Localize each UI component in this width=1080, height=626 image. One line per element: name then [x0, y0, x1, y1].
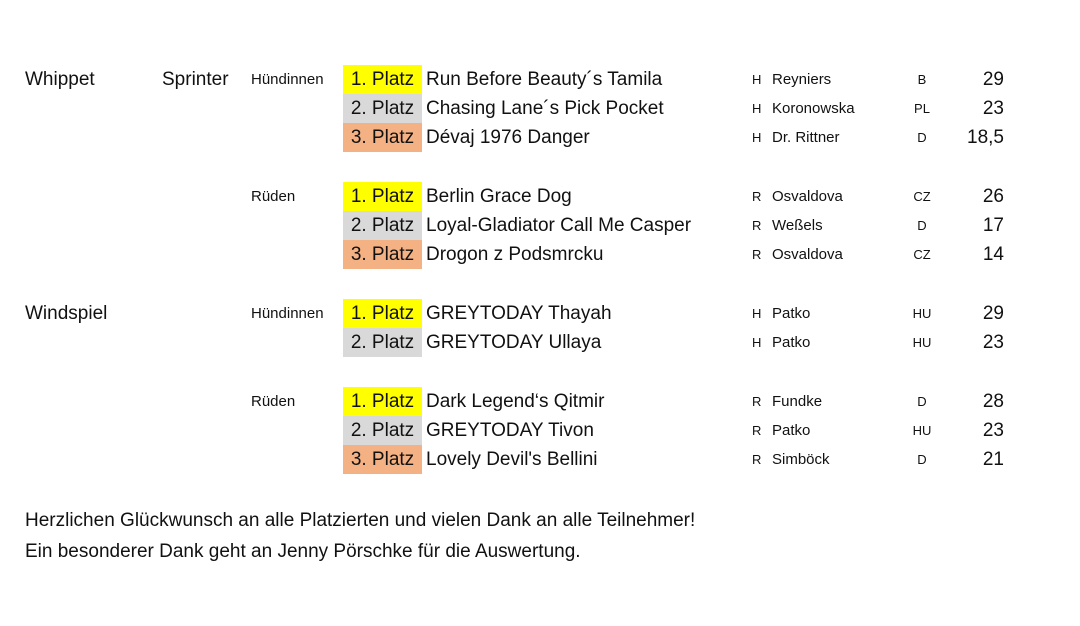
placement-badge: 2. Platz: [343, 328, 422, 357]
country-code: B: [917, 72, 927, 87]
sex-code: R: [752, 394, 762, 409]
owner-name: Simböck: [772, 451, 830, 468]
score-value: 29: [982, 303, 1004, 324]
dog-name: Dark Legend‘s Qitmir: [426, 391, 605, 412]
breed-label: Windspiel: [25, 303, 108, 324]
result-row: [0, 211, 1080, 240]
placement-badge: 1. Platz: [343, 182, 422, 211]
dog-name: Lovely Devil's Bellini: [426, 449, 598, 470]
score-value: 29: [982, 69, 1004, 90]
owner-name: Osvaldova: [772, 188, 843, 205]
country-code: D: [917, 394, 927, 409]
sex-code: R: [752, 189, 762, 204]
dog-name: Berlin Grace Dog: [426, 186, 572, 207]
sex-code: H: [752, 72, 762, 87]
owner-name: Patko: [772, 334, 811, 351]
score-value: 17: [982, 215, 1004, 236]
score-value: 28: [982, 391, 1004, 412]
country-code: PL: [914, 101, 930, 116]
breed-label: Whippet: [25, 69, 95, 90]
score-value: 23: [982, 420, 1004, 441]
congratulations-text: Herzlichen Glückwunsch an alle Platzierten und vielen Dank an alle Teilnehmer!: [25, 510, 696, 531]
country-code: CZ: [913, 247, 931, 262]
country-code: HU: [912, 335, 932, 350]
result-row: [0, 445, 1080, 474]
owner-name: Koronowska: [772, 100, 855, 117]
result-row: [0, 94, 1080, 123]
country-code: D: [917, 130, 927, 145]
score-value: 26: [982, 186, 1004, 207]
footer-note: [25, 505, 695, 567]
sex-code: H: [752, 130, 762, 145]
sex-label: Rüden: [251, 393, 296, 410]
sex-code: R: [752, 247, 762, 262]
placement-badge: 1. Platz: [343, 387, 422, 416]
placement-badge: 3. Platz: [343, 445, 422, 474]
placement-badge: 3. Platz: [343, 123, 422, 152]
result-row: [0, 182, 1080, 211]
dog-name: GREYTODAY Tivon: [426, 420, 594, 441]
owner-name: Patko: [772, 422, 811, 439]
country-code: HU: [912, 306, 932, 321]
result-row: [0, 299, 1080, 328]
thanks-text: Ein besonderer Dank geht an Jenny Pörschke für die Auswertung.: [25, 541, 581, 562]
placement-badge: 2. Platz: [343, 94, 422, 123]
sex-label: Hündinnen: [251, 71, 324, 88]
placement-badge: 2. Platz: [343, 416, 422, 445]
sex-label: Rüden: [251, 188, 296, 205]
placement-badge: 1. Platz: [343, 299, 422, 328]
score-value: 23: [982, 98, 1004, 119]
owner-name: Reyniers: [772, 71, 832, 88]
result-row: [0, 328, 1080, 357]
dog-name: GREYTODAY Thayah: [426, 303, 612, 324]
dog-name: Dévaj 1976 Danger: [426, 127, 590, 148]
dog-name: Chasing Lane´s Pick Pocket: [426, 98, 664, 119]
sex-code: H: [752, 335, 762, 350]
country-code: D: [917, 452, 927, 467]
country-code: CZ: [913, 189, 931, 204]
placement-badge: 1. Platz: [343, 65, 422, 94]
result-row: [0, 65, 1080, 94]
dog-name: Loyal-Gladiator Call Me Casper: [426, 215, 692, 236]
owner-name: Patko: [772, 305, 811, 322]
result-row: [0, 387, 1080, 416]
country-code: D: [917, 218, 927, 233]
owner-name: Fundke: [772, 393, 823, 410]
dog-name: GREYTODAY Ullaya: [426, 332, 602, 353]
country-code: HU: [912, 423, 932, 438]
sex-code: H: [752, 306, 762, 321]
sex-code: R: [752, 218, 762, 233]
category-label: Sprinter: [162, 69, 229, 90]
result-row: [0, 123, 1080, 152]
sex-code: R: [752, 452, 762, 467]
placement-badge: 3. Platz: [343, 240, 422, 269]
owner-name: Osvaldova: [772, 246, 843, 263]
dog-name: Drogon z Podsmrcku: [426, 244, 604, 265]
sex-code: H: [752, 101, 762, 116]
dog-name: Run Before Beauty´s Tamila: [426, 69, 663, 90]
placement-badge: 2. Platz: [343, 211, 422, 240]
score-value: 18,5: [967, 127, 1004, 148]
result-row: [0, 416, 1080, 445]
score-value: 14: [982, 244, 1004, 265]
result-row: [0, 240, 1080, 269]
sex-label: Hündinnen: [251, 305, 324, 322]
owner-name: Dr. Rittner: [772, 129, 840, 146]
score-value: 23: [982, 332, 1004, 353]
sex-code: R: [752, 423, 762, 438]
score-value: 21: [982, 449, 1004, 470]
owner-name: Weßels: [772, 217, 823, 234]
